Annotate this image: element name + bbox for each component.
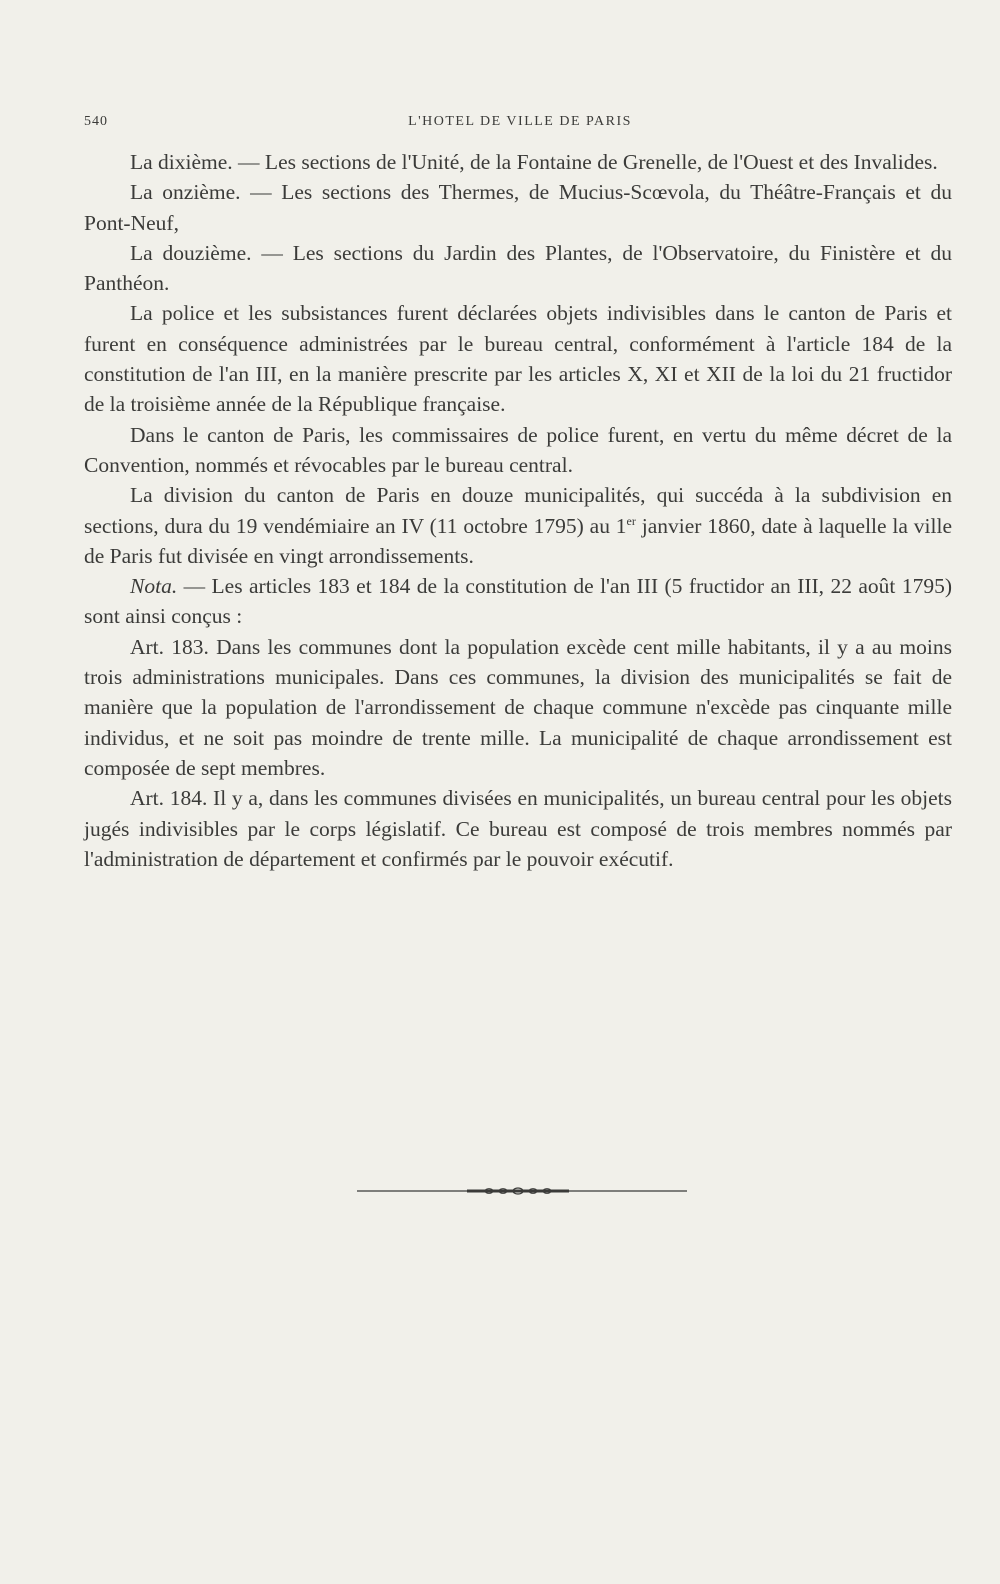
paragraph-article-184: Art. 184. Il y a, dans les communes divisées en municipalités, un bureau central pour les objets jugés indivisibles par le corps législatif. Ce bureau est composé de trois membres nommés par l'administration de département et confirmés par le pouvoir exécutif. [84,786,952,871]
paragraph-nota [84,571,952,632]
nota-label: Nota. [130,574,178,599]
division-text-start: La division du canton de Paris en douze municipalités, qui succéda à la subdivision en sections, dura du 19 vendémiaire an IV (11 octobre 1795) au 1 [84,483,952,538]
paragraph-commissaires: Dans le canton de Paris, les commissaires de police furent, en vertu du même décret de la Convention, nommés et révocables par le bureau central. [84,422,952,477]
paragraph-dixieme: La dixième. — Les sections de l'Unité, de la Fontaine de Grenelle, de l'Ouest et des Invalides. [130,150,938,174]
tailpiece-rule-ornament-icon [357,1186,687,1196]
nota-text: — Les articles 183 et 184 de la constitution de l'an III (5 fructidor an III, 22 août 1795) sont ainsi conçus : [84,574,952,629]
paragraph-douzieme: La douzième. — Les sections du Jardin des Plantes, de l'Observatoire, du Finistère et du Panthéon. [84,240,952,296]
ordinal-superscript: er [626,513,636,528]
page-number: 540 [84,114,108,129]
paragraph-police: La police et les subsistances furent déclarées objets indivisibles dans le canton de Paris et furent en conséquence administrées par le bureau central, conformément à l'article 184 de la constitution de l'an III, en la manière prescrite par les articles X, XI et XII de la loi du 21 fructidor de la troisième année de la République française. [84,301,952,417]
running-title: L'HOTEL DE VILLE DE PARIS [408,114,632,129]
paragraph-division [84,480,952,571]
division-text-end: janvier 1860, date à laquelle la ville de Paris fut divisée en vingt arrondissements. [84,513,953,568]
paragraph-onzieme: La onzième. — Les sections des Thermes, de Mucius-Scœvola, du Théâtre-Français et du Pont-Neuf, [84,180,952,235]
paragraph-article-183: Art. 183. Dans les communes dont la population excède cent mille habitants, il y a au moins trois administrations municipales. Dans ces communes, la division des municipalités se fait de manière que la population de l'arrondissement de chaque commune n'excède pas cinquante mille individus, et ne soit pas moindre de trente mille. La municipalité de chaque arrondissement est composée de sept membres. [84,634,952,780]
page-body [84,147,952,874]
